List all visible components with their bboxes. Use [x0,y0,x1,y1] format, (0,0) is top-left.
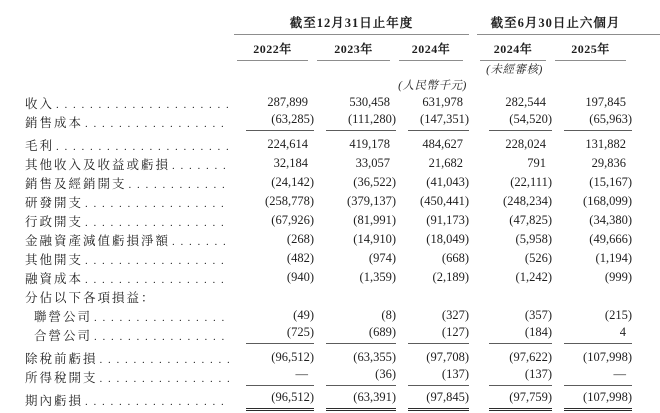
value-cell-2025-interim: (49,666) [589,231,632,246]
row-label: 其他開支 [25,252,84,267]
dot-leader [85,215,230,230]
table-body [0,93,660,413]
value-cell-2025-interim: (15,167) [589,174,632,189]
value-cell-2025-interim [552,287,632,306]
dot-leader [56,97,230,112]
table-row [0,268,660,287]
row-label: 收入 [25,96,55,111]
value-cell-2023: (974) [368,250,396,265]
value-cell-2025-interim: (107,998) [583,349,632,364]
value-cell-2025-interim: (999) [604,269,632,284]
dot-leader [85,196,230,211]
value-cell-2024: (41,043) [426,174,469,189]
value-cell-2022: (96,512) [234,390,314,413]
value-cell-2024: (91,173) [426,212,469,227]
value-cell-2024: (97,845) [396,390,469,413]
dot-leader [172,158,230,173]
row-label: 毛利 [25,138,55,153]
value-cell-2025-interim: 4 [552,325,632,348]
value-cell-2022: 32,184 [273,155,308,170]
value-cell-2024: (450,441) [420,193,469,208]
value-cell-2025-interim: 29,836 [591,155,626,170]
value-cell-2024 [396,287,469,306]
value-cell-2024-interim: 282,544 [505,94,546,109]
value-cell-2023: (111,280) [314,112,396,135]
row-label: 所得稅開支 [25,371,98,385]
value-cell-2024-interim: (97,622) [509,349,552,364]
dot-leader [85,116,230,131]
value-cell-2025-interim: (107,998) [552,390,632,413]
value-cell-2024-interim: (184) [477,325,552,348]
value-cell-2025-interim: (168,099) [583,193,632,208]
value-cell-2022: 224,614 [267,136,308,151]
value-cell-2023: 419,178 [349,136,390,151]
column-group-annual-title: 截至12月31日止年度 [234,13,469,35]
dot-leader [85,272,230,287]
dot-leader [100,352,230,367]
value-cell-2024: 484,627 [422,136,463,151]
table-row [0,154,660,173]
value-cell-2022: (940) [286,269,314,284]
year-header-2025-interim: 2025年 [552,35,632,62]
value-cell-2024-interim: 228,024 [505,136,546,151]
dot-leader [85,253,230,268]
value-cell-2023: (1,359) [359,269,396,284]
value-cell-2022: (482) [286,250,314,265]
value-cell-2024: (18,049) [426,231,469,246]
row-label: 銷售及經銷開支 [25,176,127,191]
value-cell-2023: (689) [314,325,396,348]
value-cell-2024-interim: (248,234) [503,193,552,208]
value-cell-2024: (2,189) [432,269,469,284]
value-cell-2024-interim: (97,759) [477,390,552,413]
table-row [0,348,660,367]
year-header-2022: 2022年 [234,35,314,62]
row-label: 其他收入及收益或虧損 [25,157,171,172]
year-header-2023: 2023年 [314,35,396,62]
value-cell-2024: (97,708) [426,349,469,364]
value-cell-2025-interim: 131,882 [585,136,626,151]
table-row [0,230,660,249]
table-row [0,192,660,211]
row-label: 融資成本 [25,271,84,286]
table-row [0,249,660,268]
value-cell-2022: (49) [293,307,314,322]
value-cell-2022: (725) [234,325,314,348]
currency-note: (人民幣千元) [398,80,467,92]
value-cell-2023: (14,910) [353,231,396,246]
value-cell-2024-interim [477,287,552,306]
row-label: 分佔以下各項損益： [25,290,156,305]
table-row [0,93,660,112]
value-cell-2023: (379,137) [347,193,396,208]
table-row [0,367,660,390]
value-cell-2025-interim: (1,194) [595,250,632,265]
year-header-row [0,35,660,62]
value-cell-2024-interim: 791 [527,155,546,170]
value-cell-2023: 530,458 [349,94,390,109]
income-statement-table [0,6,660,413]
value-cell-2022 [234,287,314,306]
value-cell-2024-interim: (54,520) [477,112,552,135]
unaudited-note-row [0,61,660,77]
table-row [0,135,660,154]
value-cell-2022: (24,142) [271,174,314,189]
value-cell-2024-interim: (137) [477,367,552,390]
table-row [0,306,660,325]
value-cell-2025-interim: (65,963) [552,112,632,135]
dot-leader [85,394,230,409]
row-label: 聯營公司 [34,309,93,324]
table-row [0,173,660,192]
value-cell-2022: (268) [286,231,314,246]
dot-leader [129,177,230,192]
dot-leader [172,234,230,249]
value-cell-2024: (127) [396,325,469,348]
value-cell-2024: (147,351) [396,112,469,135]
value-cell-2025-interim: — [552,367,632,390]
dot-leader [94,329,230,344]
currency-note-row [0,77,660,93]
value-cell-2023: (63,391) [314,390,396,413]
row-label: 期內虧損 [25,394,84,408]
table-row [0,287,660,306]
table-row [0,112,660,135]
column-group-interim [477,6,660,35]
value-cell-2023 [314,287,396,306]
value-cell-2024-interim: (5,958) [515,231,552,246]
value-cell-2024: (327) [441,307,469,322]
value-cell-2024-interim: (1,242) [515,269,552,284]
column-group-annual [234,6,469,35]
dot-leader [56,139,230,154]
value-cell-2023: (36,522) [353,174,396,189]
value-cell-2022: (96,512) [271,349,314,364]
table-row [0,390,660,413]
value-cell-2022: (67,926) [271,212,314,227]
value-cell-2023: (81,991) [353,212,396,227]
year-header-2024-interim: 2024年 [477,35,552,62]
value-cell-2023: (36) [314,367,396,390]
dot-leader [94,310,230,325]
value-cell-2022: — [234,367,314,390]
row-label: 除稅前虧損 [25,351,98,366]
dot-leader [100,371,230,386]
value-cell-2024: 21,682 [428,155,463,170]
row-label: 行政開支 [25,214,84,229]
row-label: 研發開支 [25,195,84,210]
value-cell-2024-interim: (47,825) [509,212,552,227]
value-cell-2023: (63,355) [353,349,396,364]
value-cell-2025-interim: 197,845 [585,94,626,109]
value-cell-2025-interim: (34,380) [589,212,632,227]
value-cell-2024-interim: (526) [524,250,552,265]
value-cell-2024: 631,978 [422,94,463,109]
value-cell-2022: (63,285) [234,112,314,135]
row-label: 金融資產減值虧損淨額 [25,233,171,248]
value-cell-2022: 287,899 [267,94,308,109]
value-cell-2024-interim: (22,111) [510,174,552,189]
value-cell-2023: 33,057 [355,155,390,170]
value-cell-2024-interim: (357) [524,307,552,322]
table-row [0,325,660,348]
value-cell-2024: (668) [441,250,469,265]
column-group-header-row [0,6,660,35]
unaudited-note: (未經審核) [486,64,543,76]
value-cell-2023: (8) [381,307,396,322]
year-header-2024: 2024年 [396,35,469,62]
row-label: 銷售成本 [25,116,84,130]
value-cell-2025-interim: (215) [604,307,632,322]
value-cell-2022: (258,778) [265,193,314,208]
column-group-interim-title: 截至6月30日止六個月 [490,16,621,30]
value-cell-2024: (137) [396,367,469,390]
row-label: 合營公司 [34,329,93,343]
table-row [0,211,660,230]
